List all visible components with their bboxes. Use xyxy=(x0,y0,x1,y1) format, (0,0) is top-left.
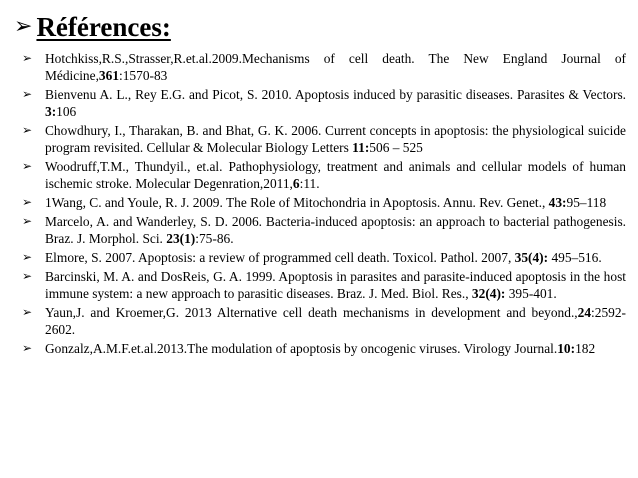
reference-text: Elmore, S. 2007. Apoptosis: a review of programmed cell death. Toxicol. Pathol. 2007, xyxy=(45,250,515,265)
reference-pages: :1570-83 xyxy=(119,68,168,83)
reference-volume: 11: xyxy=(352,140,370,155)
references-heading xyxy=(14,6,630,48)
arrow-bullet-icon: ➢ xyxy=(14,14,33,39)
reference-item xyxy=(8,122,630,156)
reference-pages: 106 xyxy=(56,104,77,119)
arrow-bullet-icon: ➢ xyxy=(22,269,33,283)
reference-pages: :2592-2602. xyxy=(45,305,626,337)
reference-item xyxy=(8,304,630,338)
reference-text: Chowdhury, I., Tharakan, B. and Bhat, G. K. 2006. Current concepts in apoptosis: the physiological suicide program revisited. Cellular & Molecular Biology Letters xyxy=(45,123,626,155)
reference-pages: 495–516. xyxy=(548,250,602,265)
reference-volume: 24 xyxy=(577,305,592,320)
reference-text: Gonzalz,A.M.F.et.al.2013.The modulation of apoptosis by oncogenic viruses. Virology Journal. xyxy=(45,341,558,356)
reference-volume: 32(4): xyxy=(471,286,506,301)
reference-pages: :11. xyxy=(299,176,320,191)
reference-volume: 10: xyxy=(557,341,576,356)
reference-item xyxy=(8,268,630,302)
arrow-bullet-icon: ➢ xyxy=(22,195,33,209)
reference-text: Barcinski, M. A. and DosReis, G. A. 1999. Apoptosis in parasites and parasite-induced apoptosis in the host immune system: a new approach to parasitic diseases. Braz. J. Med. Biol. Res., xyxy=(45,269,626,301)
reference-pages: 182 xyxy=(575,341,596,356)
reference-volume: 6 xyxy=(292,176,300,191)
page-title: Références: xyxy=(36,11,171,42)
reference-pages: 506 – 525 xyxy=(369,140,423,155)
reference-item xyxy=(8,249,630,266)
reference-text: 1Wang, C. and Youle, R. J. 2009. The Role of Mitochondria in Apoptosis. Annu. Rev. Genet., xyxy=(45,195,549,210)
arrow-bullet-icon: ➢ xyxy=(22,214,33,228)
reference-item xyxy=(8,213,630,247)
reference-volume: 3: xyxy=(45,104,57,119)
arrow-bullet-icon: ➢ xyxy=(22,51,33,65)
reference-text: Hotchkiss,R.S.,Strasser,R.et.al.2009.Mechanisms of cell death. The New England Journal of Médicine, xyxy=(45,51,626,83)
reference-item xyxy=(8,50,630,84)
arrow-bullet-icon: ➢ xyxy=(22,250,33,264)
arrow-bullet-icon: ➢ xyxy=(22,159,33,173)
reference-pages: 95–118 xyxy=(566,195,607,210)
reference-text: Bienvenu A. L., Rey E.G. and Picot, S. 2010. Apoptosis induced by parasitic diseases. Parasites & Vectors. xyxy=(45,87,626,102)
reference-pages: :75-86. xyxy=(195,231,234,246)
reference-item xyxy=(8,340,630,357)
arrow-bullet-icon: ➢ xyxy=(22,305,33,319)
reference-pages: 395-401. xyxy=(505,286,557,301)
reference-volume: 23(1) xyxy=(166,231,196,246)
reference-text: Yaun,J. and Kroemer,G. 2013 Alternative cell death mechanisms in development and beyond., xyxy=(45,305,578,320)
reference-list xyxy=(8,50,630,357)
reference-item xyxy=(8,158,630,192)
reference-volume: 43: xyxy=(548,195,567,210)
arrow-bullet-icon: ➢ xyxy=(22,87,33,101)
reference-item xyxy=(8,194,630,211)
reference-text: Marcelo, A. and Wanderley, S. D. 2006. Bacteria-induced apoptosis: an approach to bacterial pathogenesis. Braz. J. Morphol. Sci. xyxy=(45,214,626,246)
reference-volume: 361 xyxy=(98,68,120,83)
arrow-bullet-icon: ➢ xyxy=(22,341,33,355)
arrow-bullet-icon: ➢ xyxy=(22,123,33,137)
reference-volume: 35(4): xyxy=(514,250,549,265)
reference-text: Woodruff,T.M., Thundyil., et.al. Pathophysiology, treatment and animals and cellular models of human ischemic stroke. Molecular Degenration,2011, xyxy=(45,159,626,191)
reference-item xyxy=(8,86,630,120)
